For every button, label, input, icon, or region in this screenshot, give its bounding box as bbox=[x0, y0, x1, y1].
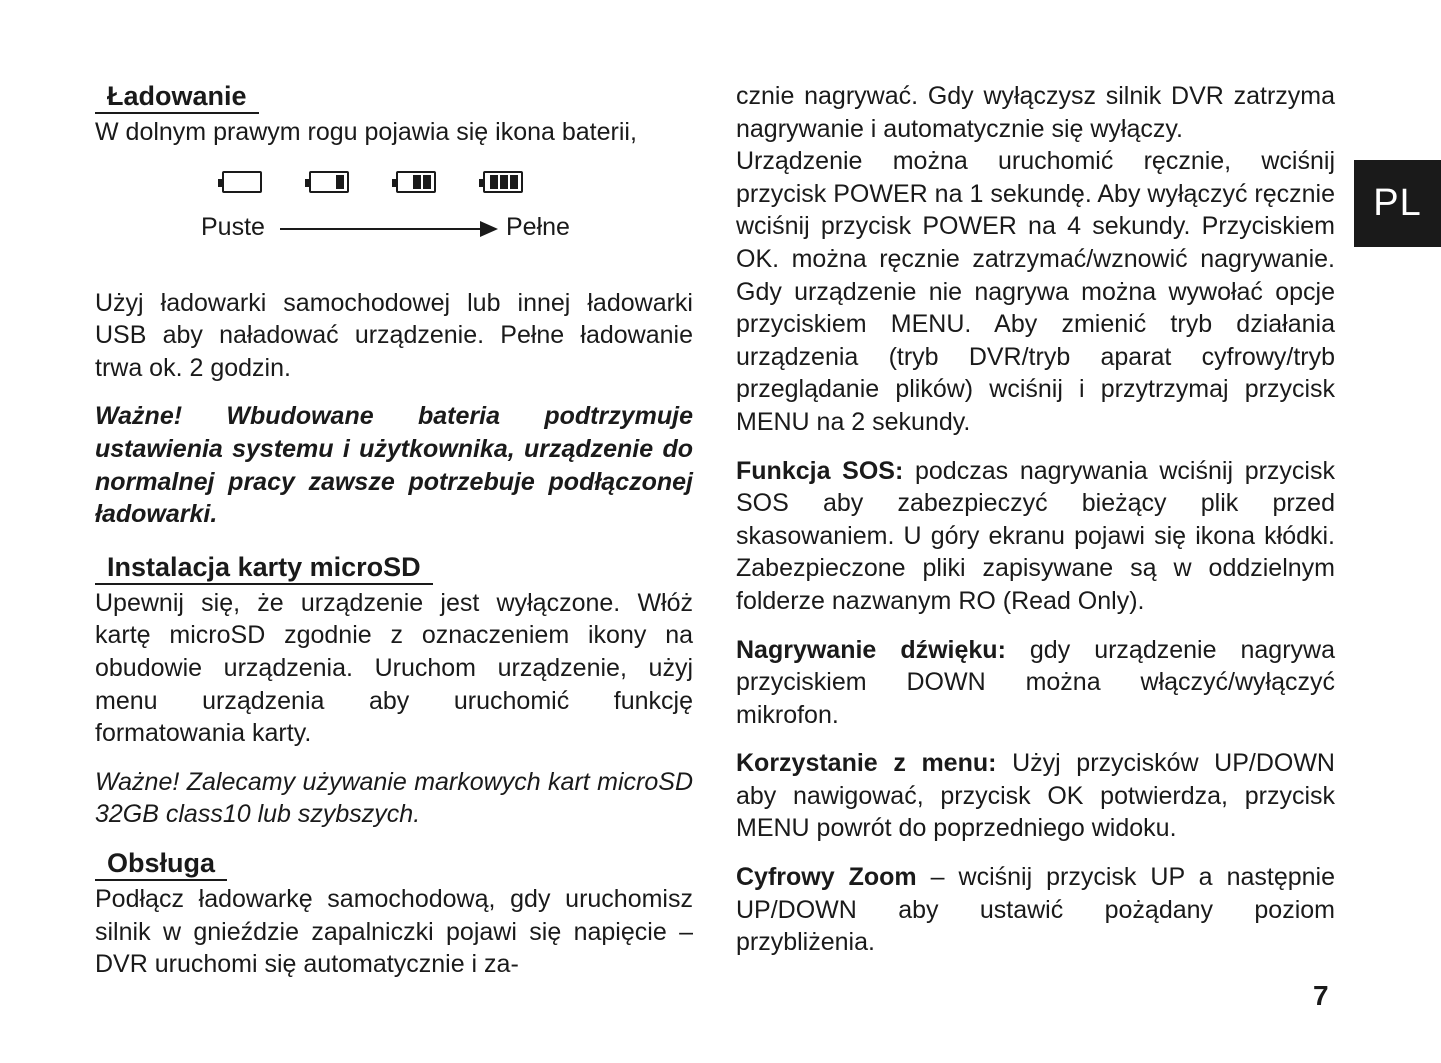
audio-label: Nagrywanie dźwięku: bbox=[736, 635, 1006, 664]
battery-empty-label: Puste bbox=[201, 212, 265, 241]
battery-icon bbox=[396, 171, 436, 193]
microsd-note: Ważne! Zalecamy używanie markowych kart microSD 32GB class10 lub szybszych. bbox=[95, 767, 693, 829]
audio-paragraph bbox=[736, 634, 1335, 732]
operation-continued-text: cznie nagrywać. Gdy wyłączysz silnik DVR zatrzyma nagrywanie i automatycznie się wyłączy. bbox=[736, 82, 1335, 143]
section-title-charging: Ładowanie bbox=[95, 80, 259, 114]
zoom-label: Cyfrowy Zoom bbox=[736, 863, 917, 892]
charging-important-note: Ważne! Wbudowane bateria podtrzymuje ustawienia systemu i użytkownika, urządzenie do normalnej pracy zawsze potrzebuje podłączonej ładowarki. bbox=[95, 402, 693, 529]
battery-level-figure bbox=[95, 149, 693, 287]
section-title-operation: Obsługa bbox=[95, 847, 227, 881]
battery-bar bbox=[490, 175, 498, 189]
section-title-microsd: Instalacja karty microSD bbox=[95, 551, 433, 585]
microsd-text: Upewnij się, że urządzenie jest wyłączone. Włóż kartę microSD zgodnie z oznaczeniem ikony na obudowie urządzenia. Uruchom urządzenie, użyj menu urządzenia aby uruchomić funkcję formatowania karty. bbox=[95, 588, 693, 748]
manual-control-text: Urządzenie można uruchomić ręcznie, wciśnij przycisk POWER na 1 sekundę. Aby wyłączyć ręcznie wciśnij przycisk POWER na 4 sekundy. Przyciskiem OK. można ręcznie zatrzymać/wznowić nagrywanie. Gdy urządzenie nie nagrywa można wywołać opcje przyciskiem MENU. Aby zmienić tryb działania urządzenia (tryb DVR/tryb aparat cyfrowy/tryb przeglądanie plików) wciśnij i przytrzymaj przycisk MENU na 2 sekundy. bbox=[736, 147, 1335, 436]
battery-bar bbox=[336, 175, 344, 189]
operation-text: Podłącz ładowarkę samochodową, gdy uruchomisz silnik w gnieździe zapalniczki pojawi się napięcie – DVR uruchomi się automatycznie i za- bbox=[95, 884, 693, 979]
arrow-line bbox=[280, 228, 485, 230]
battery-bar bbox=[500, 175, 508, 189]
battery-icons bbox=[222, 171, 523, 193]
battery-bar bbox=[413, 175, 421, 189]
battery-icon bbox=[222, 171, 262, 193]
zoom-text: – wciśnij przycisk UP a następnie UP/DOWN aby ustawić pożądany poziom przybliżenia. bbox=[736, 863, 1335, 957]
battery-bar bbox=[510, 175, 518, 189]
menu-paragraph bbox=[736, 747, 1335, 845]
language-tab: PL bbox=[1354, 160, 1441, 247]
left-column bbox=[95, 80, 693, 981]
battery-full-label: Pełne bbox=[506, 212, 570, 241]
sos-label: Funkcja SOS: bbox=[736, 456, 904, 485]
charging-intro: W dolnym prawym rogu pojawia się ikona baterii, bbox=[95, 118, 637, 146]
menu-text: Użyj przycisków UP/DOWN aby nawigować, przycisk OK potwierdza, przycisk MENU powrót do poprzedniego widoku. bbox=[736, 749, 1335, 843]
battery-icon bbox=[309, 171, 349, 193]
battery-icon bbox=[483, 171, 523, 193]
zoom-paragraph bbox=[736, 861, 1335, 959]
sos-text: podczas nagrywania wciśnij przycisk SOS aby zabezpieczyć bieżący plik przed skasowaniem. U góry ekranu pojawi się ikona kłódki. Zabezpieczone pliki zapisywane są w oddzielnym folderze nazwanym RO (Read Only). bbox=[736, 456, 1335, 615]
page-number: 7 bbox=[1313, 980, 1329, 1011]
sos-paragraph bbox=[736, 455, 1335, 618]
arrow-right-icon bbox=[480, 221, 498, 237]
charging-text: Użyj ładowarki samochodowej lub innej ładowarki USB aby naładować urządzenie. Pełne ładowanie trwa ok. 2 godzin. bbox=[95, 288, 693, 382]
right-column bbox=[736, 80, 1335, 959]
audio-text: gdy urządzenie nagrywa przyciskiem DOWN można włączyć/wyłączyć mikrofon. bbox=[736, 635, 1335, 729]
battery-bar bbox=[423, 175, 431, 189]
menu-label: Korzystanie z menu: bbox=[736, 749, 997, 778]
